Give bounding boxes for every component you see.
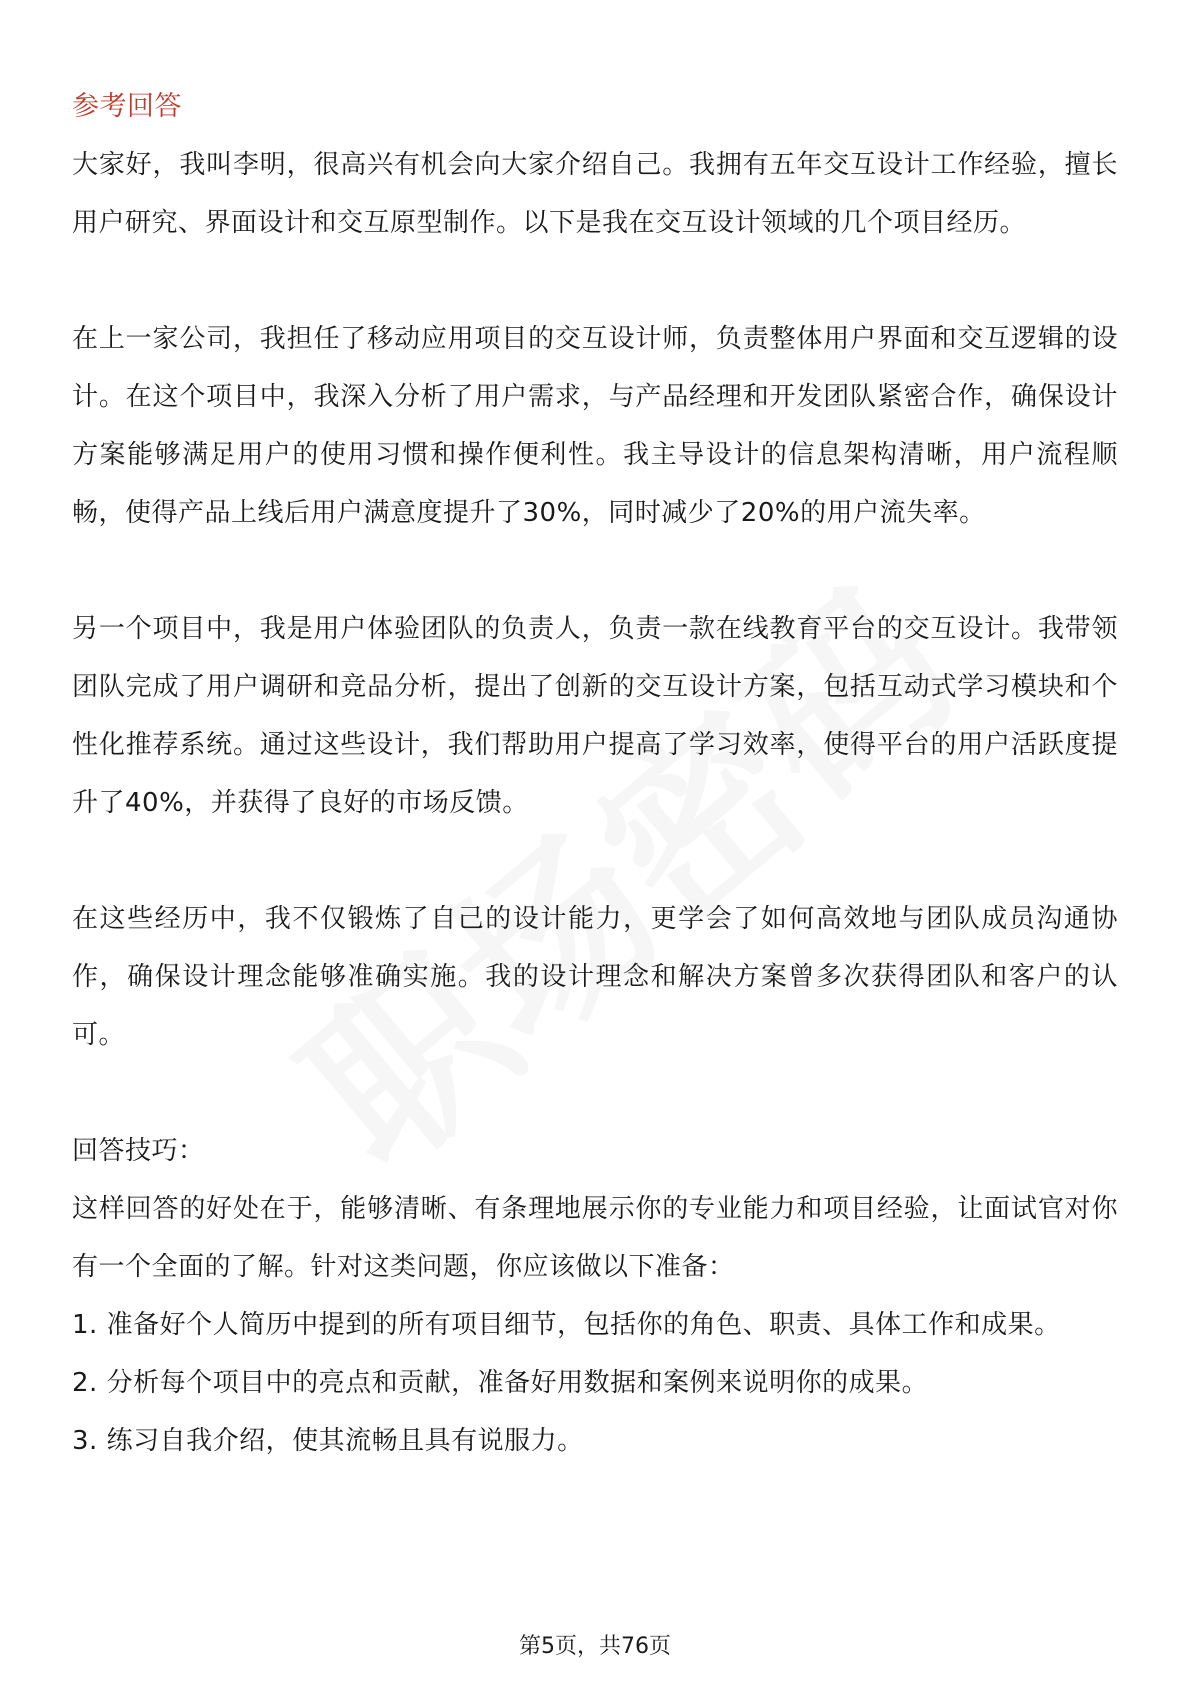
page-content <box>72 78 1118 1470</box>
tips-title: 回答技巧： <box>72 1136 205 1166</box>
paragraph-summary: 在这些经历中，我不仅锻炼了自己的设计能力，更学会了如何高效地与团队成员沟通协作，确保设计理念能够准确实施。我的设计理念和解决方案曾多次获得团队和客户的认可。 <box>72 904 1118 1050</box>
tips-item: 3. 练习自我介绍，使其流畅且具有说服力。 <box>72 1426 584 1456</box>
tips-section <box>72 1122 1118 1470</box>
tips-item: 2. 分析每个项目中的亮点和贡献，准备好用数据和案例来说明你的成果。 <box>72 1368 929 1398</box>
tips-list <box>72 1296 1118 1470</box>
tips-intro: 这样回答的好处在于，能够清晰、有条理地展示你的专业能力和项目经验，让面试官对你有一个全面的了解。针对这类问题，你应该做以下准备： <box>72 1194 1118 1282</box>
paragraph-project-two: 另一个项目中，我是用户体验团队的负责人，负责一款在线教育平台的交互设计。我带领团队完成了用户调研和竞品分析，提出了创新的交互设计方案，包括互动式学习模块和个性化推荐系统。通过这些设计，我们帮助用户提高了学习效率，使得平台的用户活跃度提升了40%，并获得了良好的市场反馈。 <box>72 614 1118 818</box>
section-heading: 参考回答 <box>72 91 182 122</box>
paragraph-intro: 大家好，我叫李明，很高兴有机会向大家介绍自己。我拥有五年交互设计工作经验，擅长用户研究、界面设计和交互原型制作。以下是我在交互设计领域的几个项目经历。 <box>72 150 1118 238</box>
tips-item: 1. 准备好个人简历中提到的所有项目细节，包括你的角色、职责、具体工作和成果。 <box>72 1310 1061 1340</box>
page-number-footer: 第5页，共76页 <box>519 1634 671 1659</box>
paragraph-project-one: 在上一家公司，我担任了移动应用项目的交互设计师，负责整体用户界面和交互逻辑的设计。在这个项目中，我深入分析了用户需求，与产品经理和开发团队紧密合作，确保设计方案能够满足用户的使用习惯和操作便利性。我主导设计的信息架构清晰，用户流程顺畅，使得产品上线后用户满意度提升了30%，同时减少了20%的用户流失率。 <box>72 324 1118 528</box>
